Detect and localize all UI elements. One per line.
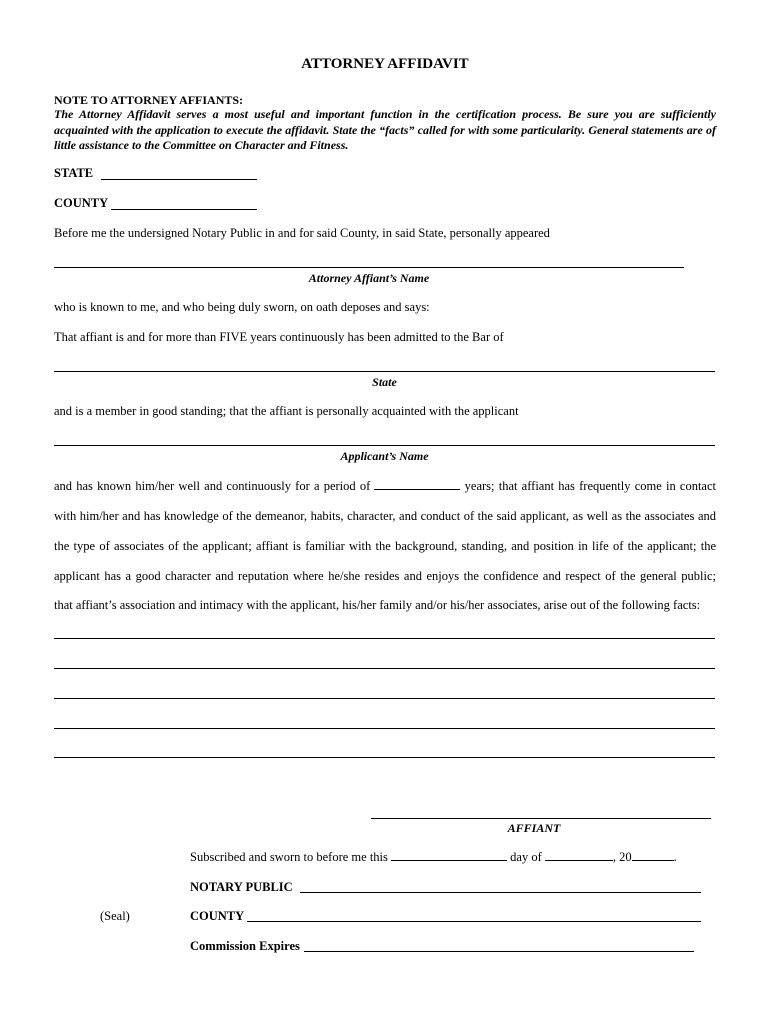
notary-county-label: COUNTY	[190, 909, 245, 923]
notary-public-field[interactable]	[300, 892, 701, 893]
known-text: who is known to me, and who being duly sworn, on oath deposes and says:	[54, 300, 430, 314]
attorney-name-caption: Attorney Affiant’s Name	[308, 271, 430, 285]
notary-intro-text: Before me the undersigned Notary Public in and for said County, in said State, personally appeared	[54, 226, 550, 240]
affiant-signature-field[interactable]	[371, 818, 711, 819]
county-field[interactable]	[111, 209, 257, 210]
member-text: and is a member in good standing; that the affiant is personally acquainted with the applicant	[54, 404, 519, 418]
bar-state-field[interactable]	[54, 371, 715, 372]
sworn-text-a: Subscribed and sworn to before me this	[190, 850, 388, 864]
facts-line[interactable]	[54, 757, 715, 758]
sworn-text-b: day of	[510, 850, 542, 864]
admitted-text: That affiant is and for more than FIVE years continuously has been admitted to the Bar of	[54, 330, 504, 344]
paragraph-line-1-a: and has known him/her well and continuously for a period of	[54, 479, 371, 493]
sworn-month-field[interactable]	[545, 850, 613, 861]
paragraph-line-2: with him/her and has knowledge of the demeanor, habits, character, and conduct of the said applicant, as well as the associates and	[54, 509, 716, 523]
applicant-name-caption: Applicant’s Name	[340, 449, 429, 463]
facts-line[interactable]	[54, 668, 715, 669]
state-label: STATE	[54, 166, 94, 180]
state-field[interactable]	[101, 179, 257, 180]
paragraph-line-3: the type of associates of the applicant; affiant is familiar with the background, standing, and position in life of the applicant; the	[54, 539, 716, 553]
facts-line[interactable]	[54, 698, 715, 699]
note-heading: NOTE TO ATTORNEY AFFIANTS:	[54, 93, 244, 107]
facts-line[interactable]	[54, 728, 715, 729]
sworn-day-field[interactable]	[391, 850, 507, 861]
attorney-name-field[interactable]	[54, 267, 684, 268]
sworn-line	[190, 850, 677, 865]
paragraph-line-5: that affiant’s association and intimacy with the applicant, his/her family and/or his/her associates, arise out of the following facts:	[54, 598, 701, 612]
sworn-year-field[interactable]	[632, 850, 674, 861]
paragraph-line-1	[54, 479, 716, 494]
years-field[interactable]	[374, 479, 460, 490]
commission-expires-field[interactable]	[304, 951, 694, 952]
sworn-text-c: , 20	[612, 850, 632, 864]
paragraph-line-4: applicant has a good character and reputation where he/she resides and enjoys the confidence and respect of the general public;	[54, 569, 716, 583]
sworn-text-d: .	[673, 850, 677, 864]
page-title: ATTORNEY AFFIDAVIT	[301, 56, 469, 72]
commission-expires-label: Commission Expires	[190, 939, 300, 953]
county-label: COUNTY	[54, 196, 109, 210]
paragraph-line-1-b: years; that affiant has frequently come in contact	[464, 479, 716, 493]
notary-county-field[interactable]	[247, 921, 701, 922]
seal-label: (Seal)	[100, 909, 130, 923]
notary-public-label: NOTARY PUBLIC	[190, 880, 293, 894]
applicant-name-field[interactable]	[54, 445, 715, 446]
affiant-caption: AFFIANT	[507, 821, 561, 835]
note-body: The Attorney Affidavit serves a most useful and important function in the certification process. Be sure you are sufficiently acquainted with the application to execute the affidavit. State the “facts” called for with some particularity. General statements are of little assistance to the Committee on Character and Fitness.	[54, 107, 716, 152]
facts-line[interactable]	[54, 638, 715, 639]
state-caption: State	[372, 375, 397, 389]
